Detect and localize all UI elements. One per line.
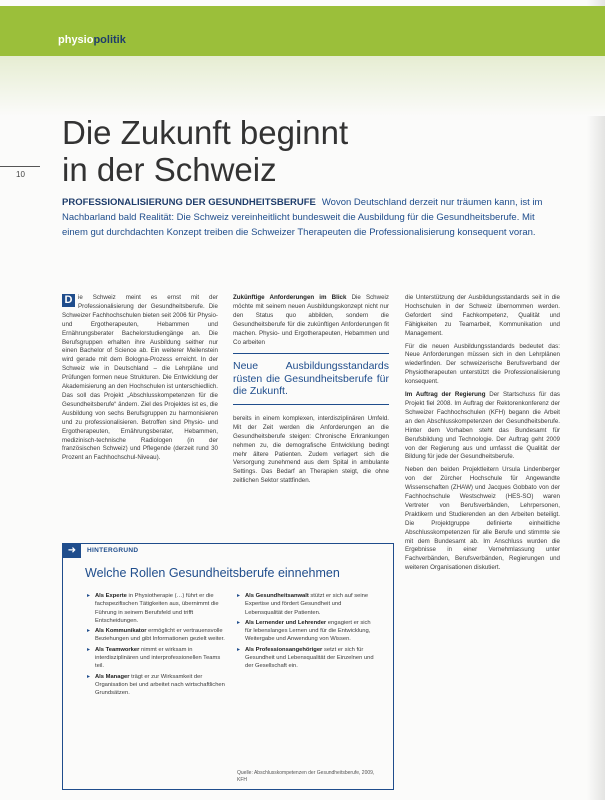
- drop-cap: D: [62, 294, 75, 307]
- page-gutter-shadow: [587, 0, 605, 800]
- role-name: Als Manager: [95, 673, 130, 680]
- role-item: [237, 592, 379, 617]
- role-text: setzt er sich für Gesundheit und Lebensqualität der Einzelnen und der Gesellschaft ein.: [245, 646, 374, 670]
- section-kicker: [58, 34, 126, 46]
- column-2-paragraph-2: bereits in einem komplexen, interdisziplinären Umfeld. Mit der Zeit werden die Anforderungen an die Gesundheitsberufe steigen: Chronische Erkrankungen nehmen zu, die demografische Entwicklung bedingt mehr ältere Patienten. Zudem verlagert sich die Versorgung zunehmend aus dem Spital in ambulante Settings. Das Bedarf an Therapien steigt, die ohne zeitlichen Sektor stattfinden.: [233, 414, 389, 485]
- role-item: [237, 646, 379, 671]
- role-text: trägt er zur Wirksamkeit der Organisation bei und arbeitet nach wirtschaftlichen Grundsätzen.: [95, 673, 225, 697]
- box-roles-right: [237, 592, 379, 673]
- role-text: engagiert er sich für lebenslanges Lernen und für die Entwicklung, Weitergabe und Anwendung von Wissen.: [245, 619, 371, 643]
- role-text: stützt er sich auf seine Expertise und fördert Gesundheit und Lebensqualität der Patienten.: [245, 593, 369, 616]
- pull-quote: Neue Ausbildungsstandards rüsten die Gesundheitsberufe für die Zukunft.: [233, 353, 389, 405]
- column-3-paragraph-1: die Unterstützung der Ausbildungsstandards seit in die Hochschulen in der Schweiz übernommen werden. Gefordert sind Fachkompetenz, Qualität und Fähigkeiten zu Teamarbeit, Kommunikation und Management.: [405, 294, 560, 337]
- role-item: [87, 673, 229, 698]
- title-line-1: Die Zukunft beginnt: [62, 114, 349, 151]
- title-line-2: in der Schweiz: [62, 151, 277, 188]
- column-1-paragraph: [62, 294, 218, 463]
- text-column-1: [62, 294, 218, 467]
- role-text: nimmt er wirksam in interdisziplinären und interprofessionellen Teams teil.: [95, 646, 221, 670]
- role-item: [87, 646, 229, 671]
- column-1-text: ie Schweiz meint es ernst mit der Professionalisierung der Gesundheitsberufe. Die Schweizer Fachhochschulen bieten seit 2006 für Physio- und Ergotherapeuten, Hebammen und Ernährungsberater Bachelorstudiengänge an. Die Berufsgruppen erhalten ihre Ausbildung seither nur einen Bachelor of Science ab. Ein weiterer Meilenstein wird gerade mit dem Bologna-Prozess erreicht. In der Schweiz wie in Deutschland – die Lehrpläne und Prüfungen formen neue Strukturen. Die Entwicklung der Akademisierung an den Hochschulen ist unterschiedlich. Das soll das Projekt „Abschlusskompetenzen für die Gesundheitsberufe“ ändern. Ziel des Projektes ist es, die Ausbildung von sechs Berufsgruppen zu harmonisieren und zu professionalisieren. Betroffen sind Physio- und Ergotherapeuten, Ernährungsberater, Hebammen, medizinisch-technische Radiologen (in der französischen Schweiz) und Pflegende (derzeit rund 30 Prozent an Fachhochschul-Niveau).: [62, 294, 218, 462]
- box-roles-left: [87, 592, 229, 700]
- text-column-2: [233, 294, 389, 490]
- role-name: Als Kommunikator: [95, 628, 147, 635]
- role-name: Als Teamworker: [95, 646, 140, 653]
- column-3-paragraph-4: Neben den beiden Projektleitern Ursula Lindenberger von der Zürcher Hochschule für Angewandte Wissenschaften (ZHAW) und Jacques Gobbato von der Fachhochschule Westschweiz (HES-SO) waren Vertreter von Berufsverbänden, Lehrpersonen, Praktikern und Studierenden an den Arbeiten beteiligt. Die Projektgruppe definierte einheitliche Abschlusskompetenzen für alle Berufe und stimmte sie mit dem Bundesamt ab. Im Anschluss wurden die Ergebnisse in einer Vernehmlassung unter Fachverbänden, Berufsverbänden, Regierungen und weiteren Organisationen diskutiert.: [405, 466, 560, 572]
- header-gradient: [0, 56, 605, 116]
- article-title: [62, 114, 348, 188]
- role-text: ermöglicht er vertrauensvolle Beziehungen und gibt Informationen gezielt weiter.: [95, 628, 225, 643]
- box-title: Welche Rollen Gesundheitsberufe einnehmen: [85, 566, 340, 580]
- background-info-box: [62, 543, 394, 790]
- page-number: 10: [16, 170, 25, 179]
- lead-label: PROFESSIONALISIERUNG DER GESUNDHEITSBERUFE: [62, 197, 316, 208]
- subheading-auftrag: Im Auftrag der Regierung: [405, 391, 486, 399]
- role-name: Als Gesundheitsanwalt: [245, 593, 309, 599]
- column-3-paragraph-2: Für die neuen Ausbildungsstandards bedeutet das: Neue Anforderungen müssen sich in den Lehrplänen wiederfinden. Der schweizerische Berufsverband der Physiotherapeuten unterstützt die Professionalisierung konsequent.: [405, 342, 560, 386]
- text-column-3: [405, 294, 560, 577]
- role-name: Als Experte: [95, 593, 127, 599]
- box-source-note: Quelle: Abschlusskompetenzen der Gesundheitsberufe, 2009, KFH: [237, 770, 375, 783]
- article-lead: [62, 195, 562, 240]
- page-number-rule: [0, 166, 40, 167]
- box-label: HINTERGRUND: [87, 547, 139, 554]
- role-item: [237, 619, 379, 644]
- column-2-text-1: Die Schweiz möchte mit seinem neuen Ausbildungskonzept nicht nur den Status quo abbilden, sondern die Gesundheitsberufe für die zukünftigen Anforderungen fit machen. Physio- und Ergotherapeuten, Hebammen und Co arbeiten: [233, 294, 389, 346]
- section-header-bar: [0, 6, 605, 56]
- subheading-zukuenftige: Zukünftige Anforderungen im Blick: [233, 294, 347, 301]
- box-header: [63, 544, 393, 558]
- lead-text: Wovon Deutschland derzeit nur träumen kann, ist im Nachbarland bald Realität: Die Schweiz vereinheitlicht bundesweit die Ausbildung für die Gesundheitsberufe. Mit einem gut durchdachten Konzept treiben die Schweizer Therapeuten die Professionalisierung konsequent voran.: [62, 197, 543, 238]
- column-3-text-3: Der Startschuss für das Projekt fiel 2008. Im Auftrag der Rektorenkonferenz der Schweizer Fachhochschulen (KFH) begann die Arbeit an den Abschlusskompetenzen der Gesundheitsberufe. Hinter dem Vorhaben steht das Bundesamt für Berufsbildung und Technologie. Der Auftrag geht 2009 von der Regierung aus und umfasst die Qualität der Bildung für jede der Gesundheitsberufe.: [405, 391, 560, 461]
- role-item: [87, 592, 229, 625]
- role-text: in Physiotherapie (…) führt er die fachspezifischen Tätigkeiten aus, übernimmt die Führung in seinem Berufsfeld und trifft Entscheidungen.: [95, 593, 219, 624]
- role-name: Als Lernender und Lehrender: [245, 619, 327, 626]
- role-name: Als Professionsangehöriger: [245, 646, 323, 653]
- column-2-paragraph-1: [233, 294, 389, 347]
- column-3-paragraph-3: [405, 391, 560, 462]
- role-item: [87, 627, 229, 644]
- kicker-part-a: physio: [58, 34, 94, 46]
- arrow-right-icon: ➜: [63, 544, 81, 558]
- kicker-part-b: politik: [93, 34, 126, 46]
